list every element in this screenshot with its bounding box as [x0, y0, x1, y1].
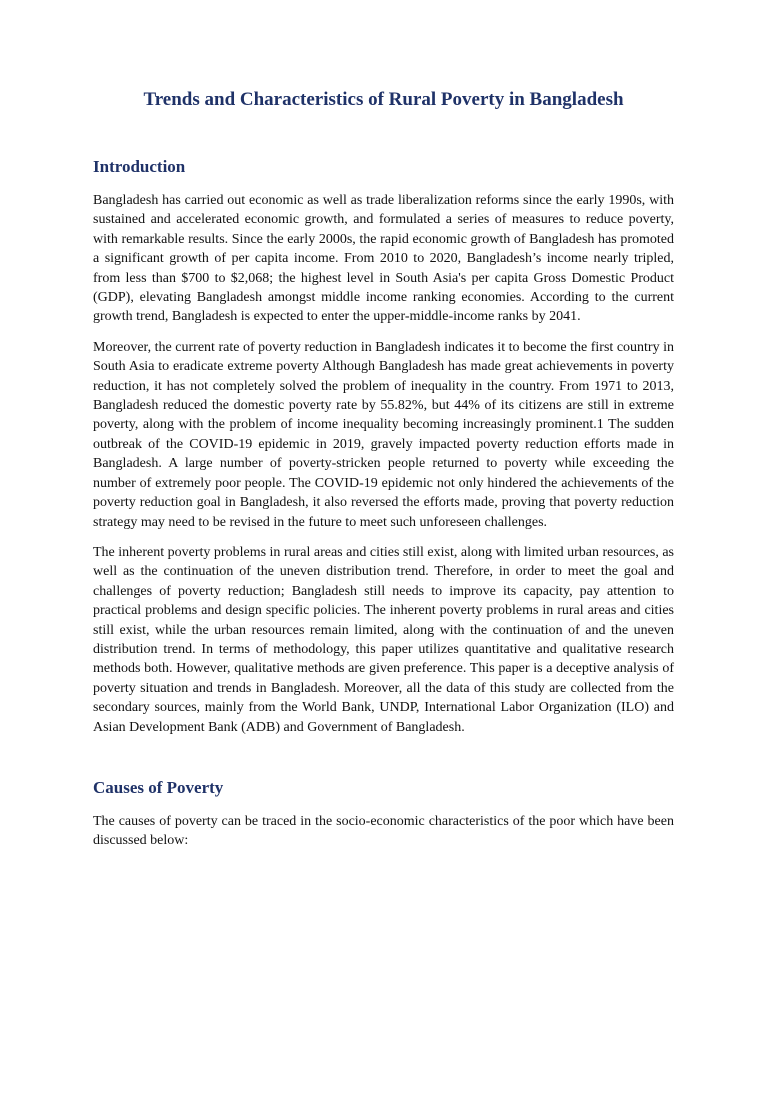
intro-paragraph-3: The inherent poverty problems in rural areas and cities still exist, along with limited urban resources, as well as the continuation of the uneven distribution trend. Therefore, in order to meet the goal and challenges of poverty reduction; Bangladesh still needs to improve its capacity, pay attention to practical problems and design specific policies. The inherent poverty problems in rural areas and cities still exist, while the urban resources remain limited, along with the continuation of and the uneven distribution trend. In terms of methodology, this paper utilizes quantitative and qualitative research methods both. However, qualitative methods are given preference. This paper is a deceptive analysis of poverty situation and trends in Bangladesh. Moreover, all the data of this study are collected from the secondary sources, mainly from the World Bank, UNDP, International Labor Organization (ILO) and Asian Development Bank (ADB) and Government of Bangladesh.: [93, 544, 674, 735]
intro-paragraph-1: Bangladesh has carried out economic as well as trade liberalization reforms since the early 1990s, with sustained and accelerated economic growth, and formulated a series of measures to reduce poverty, with remarkable results. Since the early 2000s, the rapid economic growth of Bangladesh has promoted a significant growth of per capita income. From 2010 to 2020, Bangladesh’s income nearly tripled, from less than $700 to $2,068; the highest level in South Asia's per capita Gross Domestic Product (GDP), elevating Bangladesh amongst middle income ranking economies. According to the current growth trend, Bangladesh is expected to enter the upper-middle-income ranks by 2041.: [93, 193, 674, 325]
section-heading-introduction: Introduction: [93, 157, 186, 176]
document-page: [0, 88, 768, 1112]
section-heading-causes-of-poverty: Causes of Poverty: [93, 777, 224, 797]
document-title: Trends and Characteristics of Rural Poverty in Bangladesh: [143, 89, 624, 110]
causes-paragraph-1: The causes of poverty can be traced in the socio-economic characteristics of the poor which have been discussed below:: [93, 813, 674, 849]
intro-paragraph-2: Moreover, the current rate of poverty reduction in Bangladesh indicates it to become the first country in South Asia to eradicate extreme poverty Although Bangladesh has made great achievements in poverty reduction, it has not completely solved the problem of inequality in the country. From 1971 to 2013, Bangladesh reduced the domestic poverty rate by 55.82%, but 44% of its citizens are still in extreme poverty, along with the problem of income inequality becoming increasingly prominent.1 The sudden outbreak of the COVID-19 epidemic in 2019, gravely impacted poverty reduction efforts made in Bangladesh. A large number of poverty-stricken people returned to poverty while exceeding the number of extremely poor people. The COVID-19 epidemic not only hindered the achievements of the poverty reduction goal in Bangladesh, it also reversed the efforts made, proving that poverty reduction strategy may need to be revised in the future to meet such unforeseen challenges.: [93, 339, 674, 530]
